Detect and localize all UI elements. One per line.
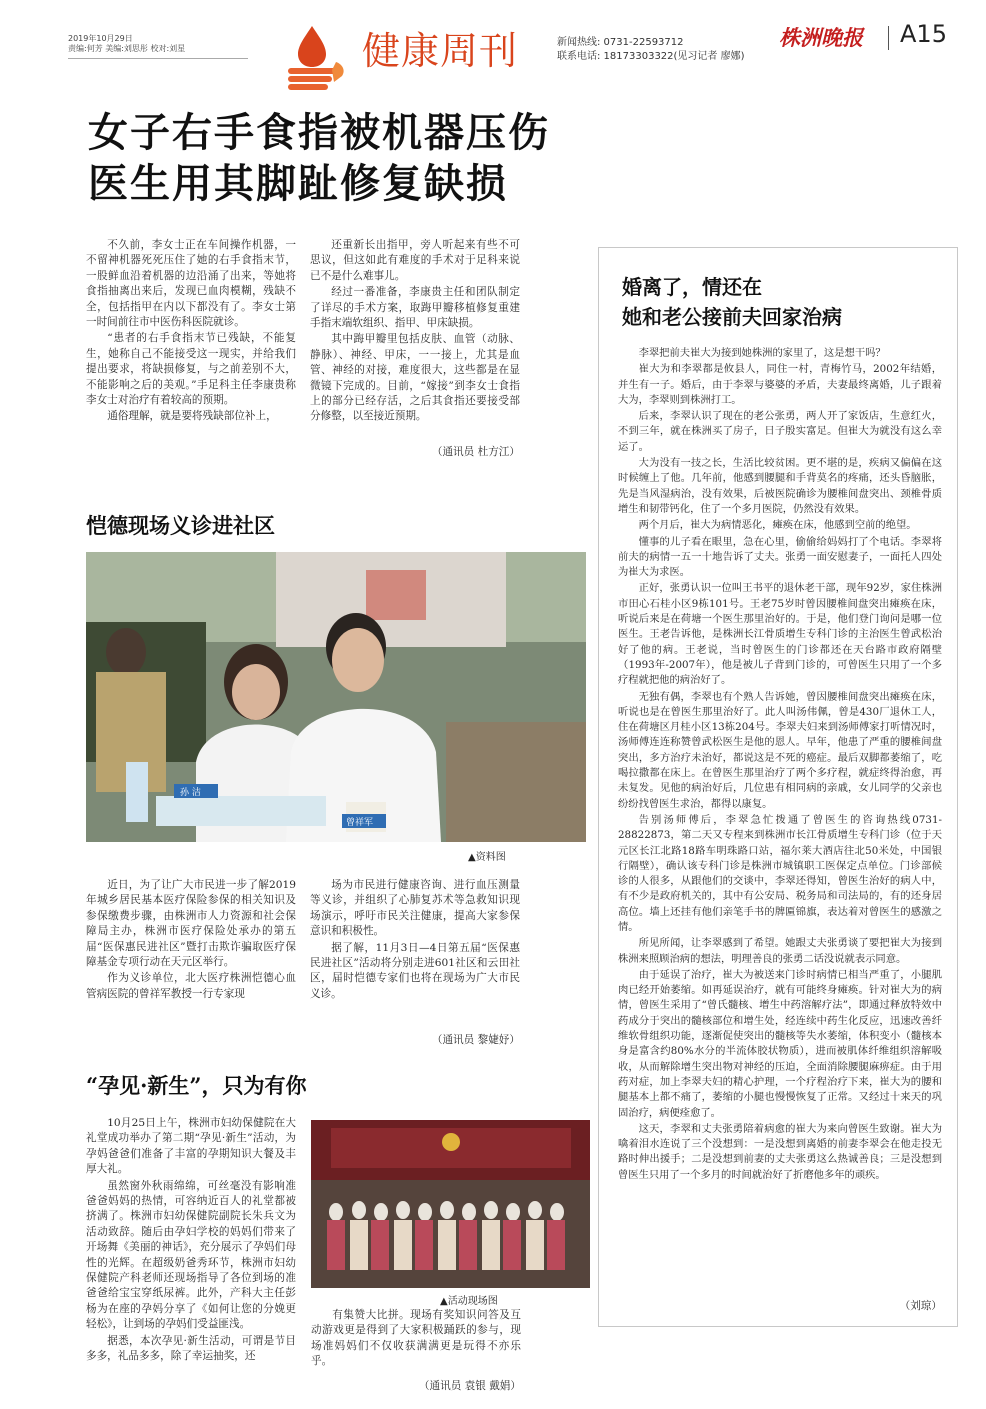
- lead-headline: [88, 108, 550, 210]
- story2-signature: （通讯员 黎婕妤）: [431, 1034, 520, 1046]
- story2-title: 恺德现场义诊进社区: [86, 513, 275, 538]
- header-meta: [68, 34, 185, 54]
- header-divider: [888, 26, 889, 50]
- right-para: 两个月后，崔大为病情恶化，瘫痪在床，他感到空前的绝望。: [638, 519, 917, 532]
- right-para: 所见所闻，让李翠感到了希望。她跟丈夫张勇谈了要把崔大为接到株洲来照顾治病的想法，明理善良的张勇二话没说就表示同意。: [618, 937, 942, 965]
- page-number: A15: [900, 20, 947, 48]
- story2-column-1: [86, 878, 296, 1002]
- right-para: 懂事的儿子看在眼里，急在心里，偷偷给妈妈打了个电话。李翠将前夫的病情一五一十地告诉了丈夫。张勇一面安慰妻子，一面托人四处为崔大为求医。: [618, 535, 942, 579]
- right-para: 崔大为和李翠都是攸县人，同住一村，青梅竹马，2002年结婚，并生有一子。婚后，由于李翠与婆婆的矛盾，夫妻最终离婚，儿子跟着大为，李翠则到株洲打工。: [618, 363, 942, 406]
- hotline: 新闻热线: 0731-22593712: [557, 37, 684, 48]
- lead-column-1: [86, 238, 296, 425]
- right-para: 这天，李翠和丈夫张勇陪着病愈的崔大为来向曾医生致谢。崔大为噙着泪水连说了三个没想到：一是没想到离婚的前妻李翠会在他走投无路时伸出援手；二是没想到前妻的丈夫张勇这么热诚善良；三是没想到曾医生只用了一个多月的时间就治好了折磨他多年的顽疾。: [618, 1122, 942, 1181]
- right-title-line-2: 她和老公接前夫回家治病: [622, 305, 842, 329]
- masthead-logo: 株洲晚报: [779, 25, 863, 50]
- story2-para: 场为市民进行健康咨询、进行血压测量等义诊，并组织了心肺复苏术等急救知识现场演示，呼吁市民关注健康，提高大家参保意识和积极性。: [310, 879, 520, 938]
- story3-para: 虽然窗外秋雨绵绵，可丝毫没有影响准爸爸妈妈的热情，可容纳近百人的礼堂都被挤满了。株洲市妇幼保健院副院长朱兵文为活动致辞。随后由孕妇学校的妈妈们带来了开场舞《美丽的神话》，充分展示了孕妈们母性的光辉。在超级奶爸秀环节，株洲市妇幼保健院产科老师还现场指导了各位到场的准爸爸给宝宝穿纸尿裤。此外，产科大主任彭杨为在座的孕妈分享了《如何让您的分娩更轻松》，让到场的孕妈们受益匪浅。: [86, 1179, 296, 1331]
- story3-title: “孕见·新生”，只为有你: [86, 1073, 307, 1098]
- name-tag-2: 曾祥军: [346, 818, 374, 828]
- right-title-line-1: 婚离了，情还在: [622, 275, 762, 299]
- right-para: 李翠把前夫崔大为接到她株洲的家里了，这是想干吗？: [638, 347, 886, 359]
- story3-signature: （通讯员 袁银 戴娟）: [418, 1380, 521, 1392]
- lead-column-2: [310, 238, 520, 425]
- event-photo-caption: ▲活动现场图: [440, 1296, 498, 1307]
- lead-para: 经过一番准备，李康贵主任和团队制定了详尽的手术方案，取踇甲瓣移植修复重建手指末端软组织、指甲、甲床缺损。: [310, 286, 520, 330]
- story2-para: 据了解，11月3日—4日第五届“医保惠民进社区”活动将分别走进601社区和云田社区，届时恺德专家们也将在现场为广大市民义诊。: [310, 941, 520, 1000]
- event-photo-image: [311, 1120, 590, 1288]
- section-title: 健康周刊: [362, 29, 519, 73]
- right-para: 告别汤师傅后，李翠急忙拨通了曾医生的咨询热线0731-28822873，第二天又专程来到株洲市长江骨质增生专科门诊（位于天元区长江北路18路车明珠路口站，福尔莱大酒店往北50米处，中国银行隔壁），确认该专科门诊是株洲市城镇职工医保定点单位。门诊部候诊的人很多，从跟他们的交谈中，李翠还得知，曾医生治好的病人中，有不少是政府机关的，其中有公安局、税务局和司法局的，有的还身居高位。墙上还挂有他们亲笔手书的牌匾锦旗，表达着对曾医生的感激之情。: [618, 813, 942, 933]
- right-story-title: [622, 272, 842, 332]
- name-tag-1: 孙 洁: [180, 788, 201, 798]
- contact-info: [557, 36, 745, 64]
- right-para: 后来，李翠认识了现在的老公张勇，两人开了家饭店，生意红火，不到三年，就在株洲买了房子，日子殷实富足。但崔大为就没有这么幸运了。: [618, 410, 942, 453]
- story2-para: 作为义诊单位，北大医疗株洲恺德心血管病医院的曾祥军教授一行专家现: [86, 972, 296, 1000]
- right-para: 大为没有一技之长，生活比较贫困。更不堪的是，疾病又偏偏在这时候缠上了他。几年前，他感到腰腿和手背莫名的疼痛，还头昏脑胀，先是当风湿病治，没有效果，后被医院确诊为腰椎间盘突出、颈椎骨质增生和韧带钙化，住了一个多月医院，仍然没有效果。: [618, 457, 942, 515]
- clinic-photo-caption: ▲资料图: [468, 852, 506, 863]
- lead-headline-line-2: 医生用其脚趾修复缺损: [88, 161, 508, 207]
- lead-para: 还重新长出指甲，旁人听起来有些不可思议，但这如此有难度的手术对于足科来说已不是什么难事儿。: [310, 239, 520, 282]
- lead-headline-line-1: 女子右手食指被机器压伤: [88, 110, 550, 156]
- issue-date: 2019年10月29日: [68, 34, 133, 43]
- story3-para: 据悉，本次孕见·新生活动，可谓是节目多多，礼品多多，除了幸运抽奖，还: [86, 1334, 296, 1363]
- header-rule: [68, 58, 248, 59]
- right-story-body: [618, 346, 942, 1183]
- hand-drop-logo-icon: [282, 22, 352, 94]
- right-para: 由于延误了治疗，崔大为被送来门诊时病情已相当严重了，小腿肌肉已经开始萎缩。如再延误治疗，就有可能终身瘫痪。针对崔大为的病情，曾医生采用了“曾氏髓核、增生中药溶解疗法”，即通过释放特效中药成分于突出的髓核部位和增生处，经连续中药生化反应，迅速改善纤维软骨组织功能，逐渐促使突出的髓核等失水萎缩，体积变小（髓核本身是富含约80%水分的半流体胶状物质），进而被肌体纤维组织溶解吸收，从而解除增生突出物对神经的压迫，全面消除腰腿麻痹症。由于用药对症，加上李翠夫妇的精心护理，一个疗程治疗下来，崔大为的腰和腿基本上都不痛了，萎缩的小腿也慢慢恢复了正常。又经过十来天的巩固治疗，病便痊愈了。: [618, 968, 942, 1119]
- clinic-photo-image: [86, 552, 586, 842]
- right-signature: （刘琼）: [899, 1300, 942, 1312]
- clinic-photo: [86, 552, 586, 842]
- lead-signature: （通讯员 杜方江）: [431, 446, 520, 458]
- story3-para: 有集赞大比拼。现场有奖知识问答及互动游戏更是得到了大家积极踊跃的参与，现场准妈妈们不仅收获满满更是玩得不亦乐乎。: [311, 1309, 521, 1368]
- right-para: 无独有偶，李翠也有个熟人告诉她，曾因腰椎间盘突出瘫痪在床，听说也是在曾医生那里治好了。此人叫汤伟佩，曾是430厂退休工人，住在荷塘区月桂小区13栋204号。李翠夫妇来到汤师傅家打听情况时，汤师傅连连称赞曾武松医生是他的恩人。早年，他患了严重的腰椎间盘突出，多方治疗未治好，都说这是不死的癌症。最后双脚都萎缩了，吃喝拉撒都在床上。在曾医生那里治疗了两个多疗程，就症终得治愈，再未复发。见他的病治好后，几位患有相同病的亲戚，女儿同学的父亲也纷纷找曾医生求治，都得以康复。: [618, 690, 942, 810]
- contact-phone: 联系电话: 18173303322(见习记者 廖娜): [557, 51, 745, 62]
- story3-column-2: [311, 1308, 521, 1370]
- story3-para: 10月25日上午，株洲市妇幼保健院在大礼堂成功举办了第二期“孕见·新生”活动，为孕妈爸爸们准备了丰富的孕期知识大餐及丰厚大礼。: [86, 1117, 296, 1176]
- editors-line: 责编:何芳 美编:刘思彤 校对:刘星: [68, 44, 186, 53]
- lead-para: 不久前，李女士正在车间操作机器，一不留神机器死死压住了她的右手食指末节，一股鲜血沿着机器的边沿涌了出来，等她将食指抽离出来后，发现已血肉模糊，残缺不全，包括指甲在内以下都没有了。李女士第一时间前往市中医伤科医院就诊。: [86, 239, 296, 329]
- story2-para: 近日，为了让广大市民进一步了解2019年城乡居民基本医疗保险参保的相关知识及参保缴费步骤，由株洲市人力资源和社会保障局主办，株洲市医疗保险处承办的第五届“医保惠民进社区”暨打击欺诈骗取医疗保障基金专项行动在天元区举行。: [86, 879, 296, 969]
- right-para: 正好，张勇认识一位叫王书平的退休老干部，现年92岁，家住株洲市田心石桂小区9栋101号。王老75岁时曾因腰椎间盘突出瘫痪在床，听说后来是在荷塘一个医生那里治好的。于是，他们登门询问是哪一位医生。王老告诉他，是株洲长江骨质增生专科门诊的主治医生曾武松治好了他的病。王老说，当时曾医生的门诊都还在天台路市政府隔壁（1993年-2007年），他是被儿子背到门诊的，可曾医生只用了一个多疗程就把他的病治好了。: [618, 582, 942, 687]
- lead-para: 其中踇甲瓣里包括皮肤、血管（动脉、静脉）、神经、甲床，一一接上，尤其是血管、神经的对接，难度很大，这些都是在显微镜下完成的。目前，“嫁接”到李女士食指上的部分已经存活，之后其食指还要接受部分修整，以至接近预期。: [310, 333, 520, 423]
- lead-para: 通俗理解，就是要将残缺部位补上，: [107, 410, 277, 423]
- story3-column-1: [86, 1116, 296, 1365]
- story2-column-2: [310, 878, 520, 1002]
- event-photo: [311, 1120, 590, 1288]
- lead-para: “患者的右手食指末节已残缺，不能复生，她称自己不能接受这一现实，并给我们提出要求，将缺损修复，与之前差别不大，不能影响之后的美观。”手足科主任李康贵称李女士对治疗有着较高的预期。: [86, 332, 296, 407]
